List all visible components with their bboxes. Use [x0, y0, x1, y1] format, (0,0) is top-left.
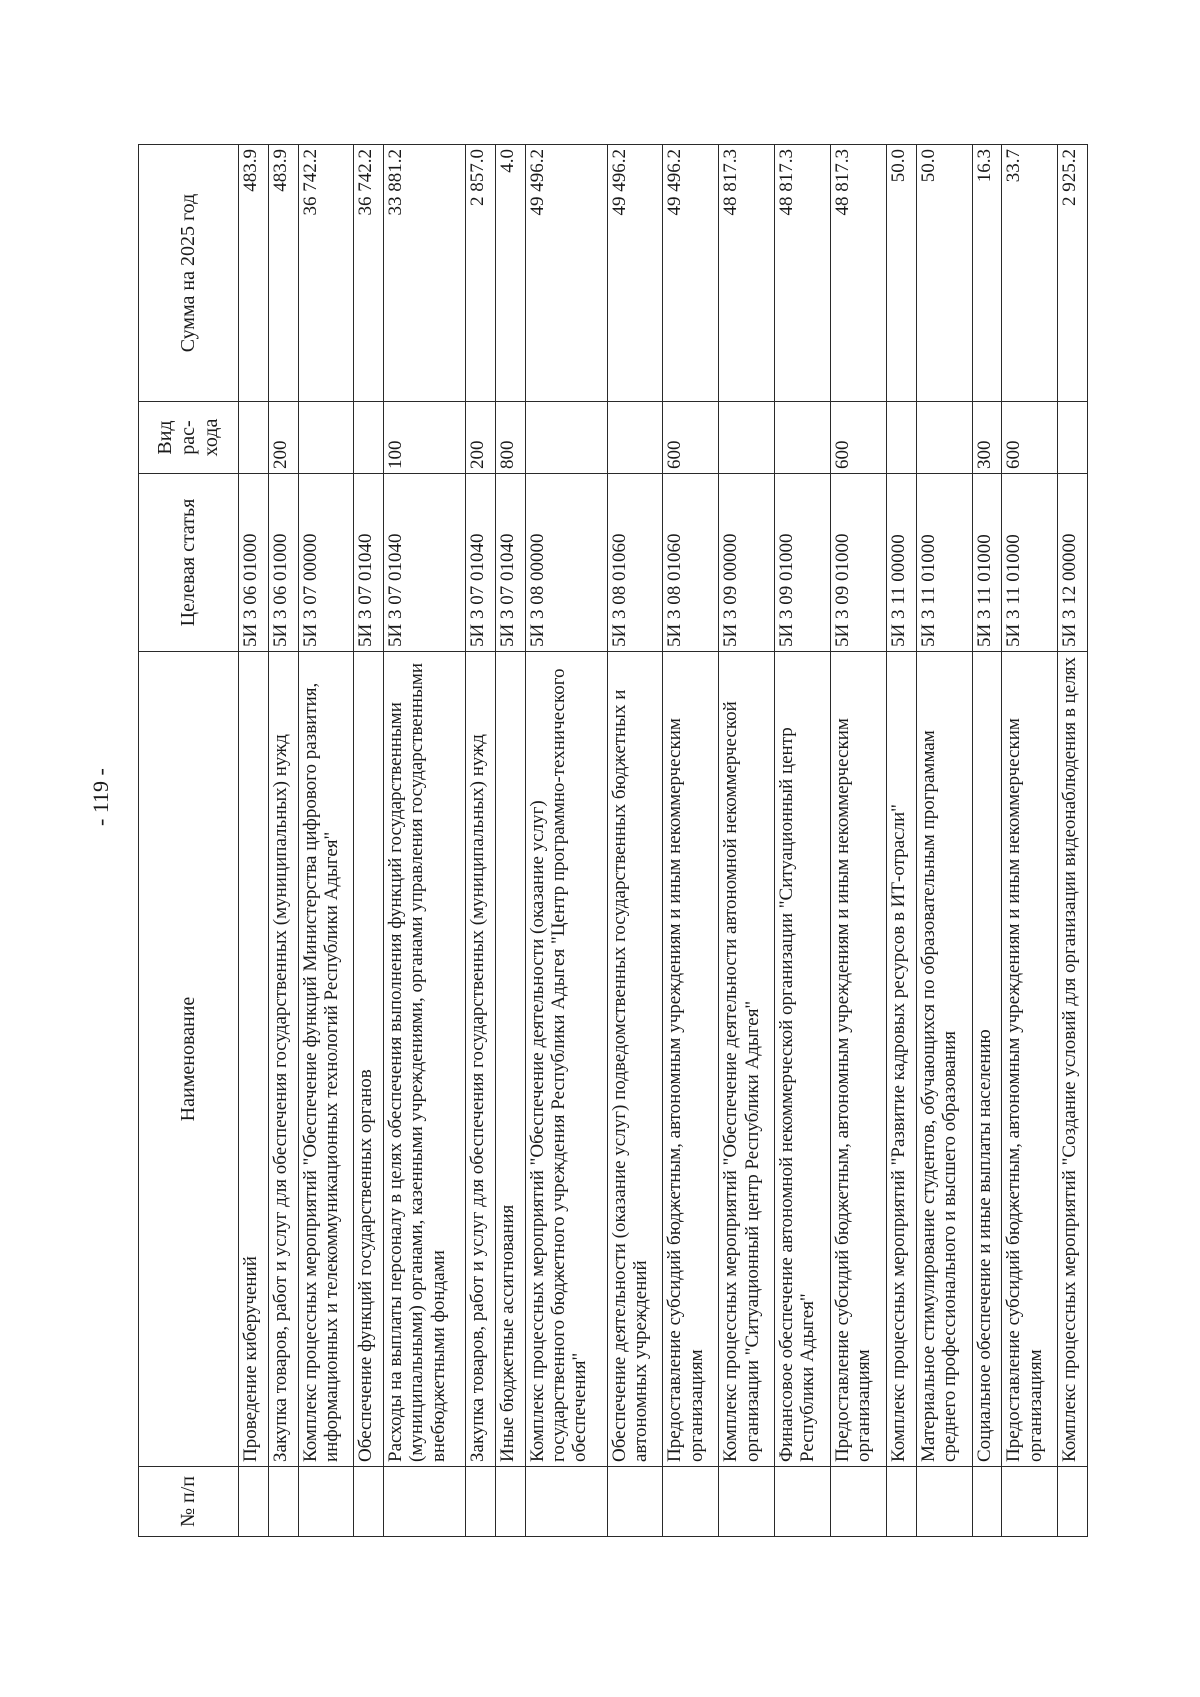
- cell-sum: 50.0: [916, 145, 972, 402]
- budget-table-container: [138, 145, 1088, 1537]
- cell-type: 100: [384, 402, 466, 474]
- table-row: [354, 145, 384, 1537]
- header-num: № п/п: [139, 1467, 239, 1537]
- cell-sum: 36 742.2: [298, 145, 354, 402]
- cell-type: [775, 402, 831, 474]
- cell-type: [886, 402, 916, 474]
- table-row: [916, 145, 972, 1537]
- table-row: [1058, 145, 1088, 1537]
- cell-num: [525, 1467, 607, 1537]
- cell-code: 5И 3 07 01040: [466, 474, 496, 652]
- cell-name: Комплекс процессных мероприятий "Обеспечение деятельности автономной некоммерческой организации "Ситуационный центр Республики Адыгея": [719, 652, 775, 1467]
- table-row: [298, 145, 354, 1537]
- table-row: [384, 145, 466, 1537]
- cell-name: Материальное стимулирование студентов, обучающихся по образовательным программам среднего профессионального и высшего образования: [916, 652, 972, 1467]
- cell-sum: 48 817.3: [831, 145, 887, 402]
- cell-code: 5И 3 11 01000: [972, 474, 1002, 652]
- cell-type: 200: [466, 402, 496, 474]
- cell-sum: 48 817.3: [719, 145, 775, 402]
- page-number: - 119 -: [88, 768, 113, 826]
- cell-num: [268, 1467, 298, 1537]
- cell-sum: 48 817.3: [775, 145, 831, 402]
- cell-num: [239, 1467, 269, 1537]
- table-row: [268, 145, 298, 1537]
- cell-sum: 36 742.2: [354, 145, 384, 402]
- cell-num: [354, 1467, 384, 1537]
- cell-name: Комплекс процессных мероприятий "Создание условий для организации видеонаблюдения в целях: [1058, 652, 1088, 1467]
- cell-type: 200: [268, 402, 298, 474]
- cell-name: Иные бюджетные ассигнования: [495, 652, 525, 1467]
- table-row: [525, 145, 607, 1537]
- table-row: [466, 145, 496, 1537]
- cell-num: [466, 1467, 496, 1537]
- table-row: [1002, 145, 1058, 1537]
- header-name: Наименование: [139, 652, 239, 1467]
- cell-num: [886, 1467, 916, 1537]
- cell-code: 5И 3 08 01060: [607, 474, 663, 652]
- header-sum: Сумма на 2025 год: [139, 145, 239, 402]
- cell-sum: 49 496.2: [663, 145, 719, 402]
- cell-name: Расходы на выплаты персоналу в целях обеспечения выполнения функций государственными (муниципальными) органами, казенными учреждениями, органами управления государственными внебюджетными фондами: [384, 652, 466, 1467]
- cell-num: [831, 1467, 887, 1537]
- cell-name: Проведение киберучений: [239, 652, 269, 1467]
- table-row: [239, 145, 269, 1537]
- cell-code: 5И 3 09 01000: [831, 474, 887, 652]
- cell-num: [775, 1467, 831, 1537]
- cell-num: [1002, 1467, 1058, 1537]
- cell-type: [1058, 402, 1088, 474]
- table-row: [607, 145, 663, 1537]
- cell-name: Предоставление субсидий бюджетным, автономным учреждениям и иным некоммерческим организациям: [663, 652, 719, 1467]
- cell-sum: 33.7: [1002, 145, 1058, 402]
- table-body: [239, 145, 1088, 1537]
- cell-code: 5И 3 12 00000: [1058, 474, 1088, 652]
- budget-table: [138, 144, 1088, 1537]
- cell-type: [239, 402, 269, 474]
- table-row: [663, 145, 719, 1537]
- table-row: [775, 145, 831, 1537]
- cell-name: Финансовое обеспечение автономной некоммерческой организации "Ситуационный центр Республики Адыгея": [775, 652, 831, 1467]
- cell-code: 5И 3 06 01000: [268, 474, 298, 652]
- cell-sum: 16.3: [972, 145, 1002, 402]
- table-header: [139, 145, 239, 1537]
- table-row: [719, 145, 775, 1537]
- cell-type: [298, 402, 354, 474]
- cell-name: Комплекс процессных мероприятий "Обеспечение функций Министерства цифрового развития, информационных и телекоммуникационных технологий Республики Адыгея": [298, 652, 354, 1467]
- cell-num: [495, 1467, 525, 1537]
- cell-name: Комплекс процессных мероприятий "Развитие кадровых ресурсов в ИТ-отрасли": [886, 652, 916, 1467]
- cell-code: 5И 3 08 00000: [525, 474, 607, 652]
- cell-sum: 483.9: [268, 145, 298, 402]
- cell-type: [525, 402, 607, 474]
- cell-code: 5И 3 07 00000: [298, 474, 354, 652]
- cell-sum: 483.9: [239, 145, 269, 402]
- cell-type: 300: [972, 402, 1002, 474]
- cell-code: 5И 3 06 01000: [239, 474, 269, 652]
- cell-name: Предоставление субсидий бюджетным, автономным учреждениям и иным некоммерческим организациям: [1002, 652, 1058, 1467]
- cell-sum: 4.0: [495, 145, 525, 402]
- cell-num: [298, 1467, 354, 1537]
- cell-sum: 33 881.2: [384, 145, 466, 402]
- cell-name: Закупка товаров, работ и услуг для обеспечения государственных (муниципальных) нужд: [268, 652, 298, 1467]
- cell-name: Закупка товаров, работ и услуг для обеспечения государственных (муниципальных) нужд: [466, 652, 496, 1467]
- cell-sum: 50.0: [886, 145, 916, 402]
- cell-num: [663, 1467, 719, 1537]
- cell-num: [607, 1467, 663, 1537]
- cell-name: Обеспечение функций государственных органов: [354, 652, 384, 1467]
- cell-type: 600: [1002, 402, 1058, 474]
- cell-type: 600: [663, 402, 719, 474]
- cell-type: 600: [831, 402, 887, 474]
- cell-code: 5И 3 09 00000: [719, 474, 775, 652]
- cell-type: [354, 402, 384, 474]
- cell-code: 5И 3 09 01000: [775, 474, 831, 652]
- cell-code: 5И 3 11 01000: [1002, 474, 1058, 652]
- table-row: [495, 145, 525, 1537]
- table-row: [972, 145, 1002, 1537]
- cell-code: 5И 3 07 01040: [384, 474, 466, 652]
- table-row: [831, 145, 887, 1537]
- cell-code: 5И 3 08 01060: [663, 474, 719, 652]
- cell-type: [719, 402, 775, 474]
- cell-num: [719, 1467, 775, 1537]
- cell-sum: 49 496.2: [525, 145, 607, 402]
- header-type: Вид рас-хода: [139, 402, 239, 474]
- cell-name: Социальное обеспечение и иные выплаты населению: [972, 652, 1002, 1467]
- cell-sum: 49 496.2: [607, 145, 663, 402]
- cell-code: 5И 3 11 00000: [886, 474, 916, 652]
- cell-num: [384, 1467, 466, 1537]
- cell-sum: 2 857.0: [466, 145, 496, 402]
- header-code: Целевая статья: [139, 474, 239, 652]
- cell-code: 5И 3 11 01000: [916, 474, 972, 652]
- table-row: [886, 145, 916, 1537]
- cell-type: [607, 402, 663, 474]
- cell-sum: 2 925.2: [1058, 145, 1088, 402]
- cell-num: [972, 1467, 1002, 1537]
- cell-code: 5И 3 07 01040: [354, 474, 384, 652]
- cell-name: Предоставление субсидий бюджетным, автономным учреждениям и иным некоммерческим организациям: [831, 652, 887, 1467]
- cell-type: [916, 402, 972, 474]
- cell-num: [1058, 1467, 1088, 1537]
- cell-type: 800: [495, 402, 525, 474]
- cell-code: 5И 3 07 01040: [495, 474, 525, 652]
- cell-name: Обеспечение деятельности (оказание услуг) подведомственных государственных бюджетных и автономных учреждений: [607, 652, 663, 1467]
- cell-name: Комплекс процессных мероприятий "Обеспечение деятельности (оказание услуг) государственного бюджетного учреждения Республики Адыгея "Центр программно-технического обеспечения": [525, 652, 607, 1467]
- cell-num: [916, 1467, 972, 1537]
